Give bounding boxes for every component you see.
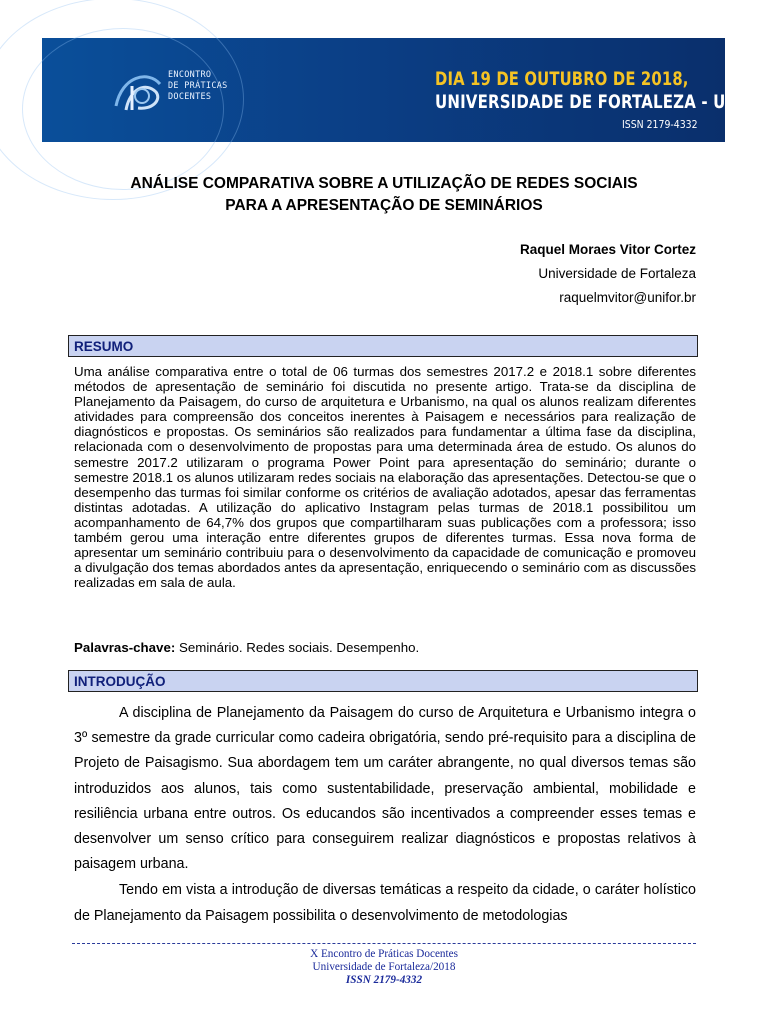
conference-banner <box>42 38 779 142</box>
page-footer <box>0 948 768 987</box>
introduction-body <box>74 701 696 929</box>
author-affiliation: Universidade de Fortaleza <box>538 266 696 281</box>
banner-issn: ISSN 2179-4332 <box>622 118 698 131</box>
keywords-list: Seminário. Redes sociais. Desempenho. <box>178 640 420 655</box>
event-venue: UNIVERSIDADE DE FORTALEZA - UNIFOR <box>435 91 779 113</box>
keywords-label: Palavras-chave: <box>74 640 176 655</box>
footer-issn: ISSN 2179-4332 <box>345 974 423 986</box>
author-name: Raquel Moraes Vitor Cortez <box>519 242 696 257</box>
author-block <box>520 238 696 310</box>
conference-logo-icon <box>108 66 168 116</box>
abstract-text: Uma análise comparativa entre o total de 06 turmas dos semestres 2017.2 e 2018.1 sobre diferentes métodos de apresentação de seminário foi discutida no presente artigo. Trata-se da disciplina de Planejamento da Paisagem, do curso de arquitetura e Urbanismo, na qual os alunos realizam diferentes atividades para compreensão dos conceitos inerentes à Paisagem e necessários para realização de diagnósticos e propostas. Os seminários são realizados para fundamentar a última fase da disciplina, relacionada com o desenvolvimento de propostas para uma determinada área de estudo. Os alunos do semestre 2017.2 utilizaram o programa Power Point para apresentação do seminário; durante o semestre 2018.1 os alunos utilizaram redes sociais na elaboração das apresentações. Detectou-se que o desempenho das turmas foi similar conforme os critérios de avaliação adotados, apesar das ferramentas distintas adotadas. A utilização do aplicativo Instagram pelas turmas de 2018.1 possibilitou um acompanhamento de 64,7% dos grupos que compartilharam suas publicações com a professora; isso também gerou uma interação entre diferentes grupos de diferentes turmas. Essa nova forma de apresentar um seminário contribuiu para o desenvolvimento da capacidade de comunicação e promoveu a divulgação dos temas abordados antes da apresentação, enriquecendo o seminário com as discussões realizadas em sala de aula. <box>74 364 696 591</box>
body-paragraph: Tendo em vista a introdução de diversas temáticas a respeito da cidade, o caráter holístico de Planejamento da Paisagem possibilita o desenvolvimento de metodologias <box>74 882 696 924</box>
section-heading-resumo: RESUMO <box>68 335 698 357</box>
paper-title-line: ANÁLISE COMPARATIVA SOBRE A UTILIZAÇÃO DE REDES SOCIAIS <box>130 175 638 192</box>
event-date: DIA 19 DE OUTUBRO DE 2018, <box>435 68 689 90</box>
footer-event: X Encontro de Práticas Docentes <box>310 948 458 960</box>
body-paragraph: A disciplina de Planejamento da Paisagem do curso de Arquitetura e Urbanismo integra o 3º semestre da grade curricular como cadeira obrigatória, sendo pré-requisito para a disciplina de Projeto de Paisagismo. Sua abordagem tem um caráter abrangente, no qual diversos temas são introduzidos aos alunos, tais como sustentabilidade, preservação ambiental, mobilidade e resiliência urbana entre outros. Os educandos são incentivados a compreender esses temas e desenvolver um senso crítico para conseguirem realizar diagnósticos e propostas relativos à paisagem urbana. <box>74 705 696 873</box>
paper-title <box>60 173 708 217</box>
footer-university: Universidade de Fortaleza/2018 <box>312 961 456 973</box>
paper-title-line: PARA A APRESENTAÇÃO DE SEMINÁRIOS <box>225 197 543 214</box>
author-email: raquelmvitor@unifor.br <box>559 290 696 305</box>
footer-divider <box>72 943 696 944</box>
section-heading-introducao: INTRODUÇÃO <box>68 670 698 692</box>
logo-text: ENCONTRO DE PRÁTICAS DOCENTES <box>168 70 228 102</box>
keywords <box>74 640 419 655</box>
